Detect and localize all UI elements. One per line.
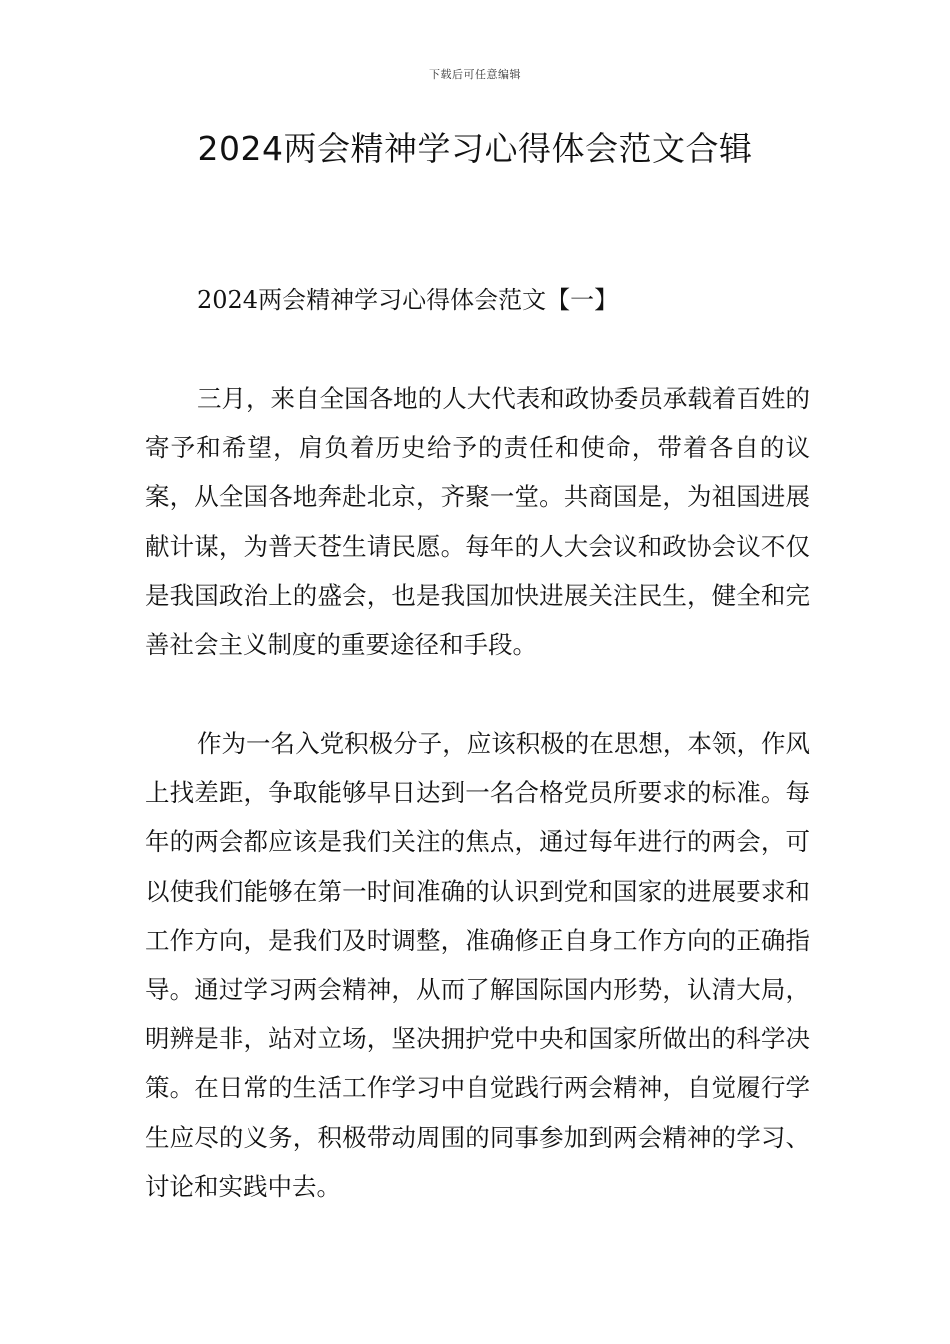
section-heading: 2024两会精神学习心得体会范文【一】 (197, 286, 619, 314)
body-paragraph: 作为一名入党积极分子，应该积极的在思想，本领，作风上找差距，争取能够早日达到一名合格党员所要求的标准。每年的两会都应该是我们关注的焦点，通过每年进行的两会，可以使我们能够在第一时间准确的认识到党和国家的进展要求和工作方向，是我们及时调整，准确修正自身工作方向的正确指导。通过学习两会精神，从而了解国际国内形势，认清大局，明辨是非，站对立场，坚决拥护党中央和国家所做出的科学决策。在日常的生活工作学习中自觉践行两会精神，自觉履行学生应尽的义务，积极带动周围的同事参加到两会精神的学习、讨论和实践中去。 (145, 729, 810, 1201)
header-note: 下载后可任意编辑 (429, 68, 521, 81)
document-title: 2024两会精神学习心得体会范文合辑 (197, 129, 753, 168)
body-paragraph: 三月，来自全国各地的人大代表和政协委员承载着百姓的寄予和希望，肩负着历史给予的责任和使命，带着各自的议案，从全国各地奔赴北京，齐聚一堂。共商国是，为祖国进展献计谋，为普天苍生请民愿。每年的人大会议和政协会议不仅是我国政治上的盛会，也是我国加快进展关注民生，健全和完善社会主义制度的重要途径和手段。 (145, 384, 810, 660)
